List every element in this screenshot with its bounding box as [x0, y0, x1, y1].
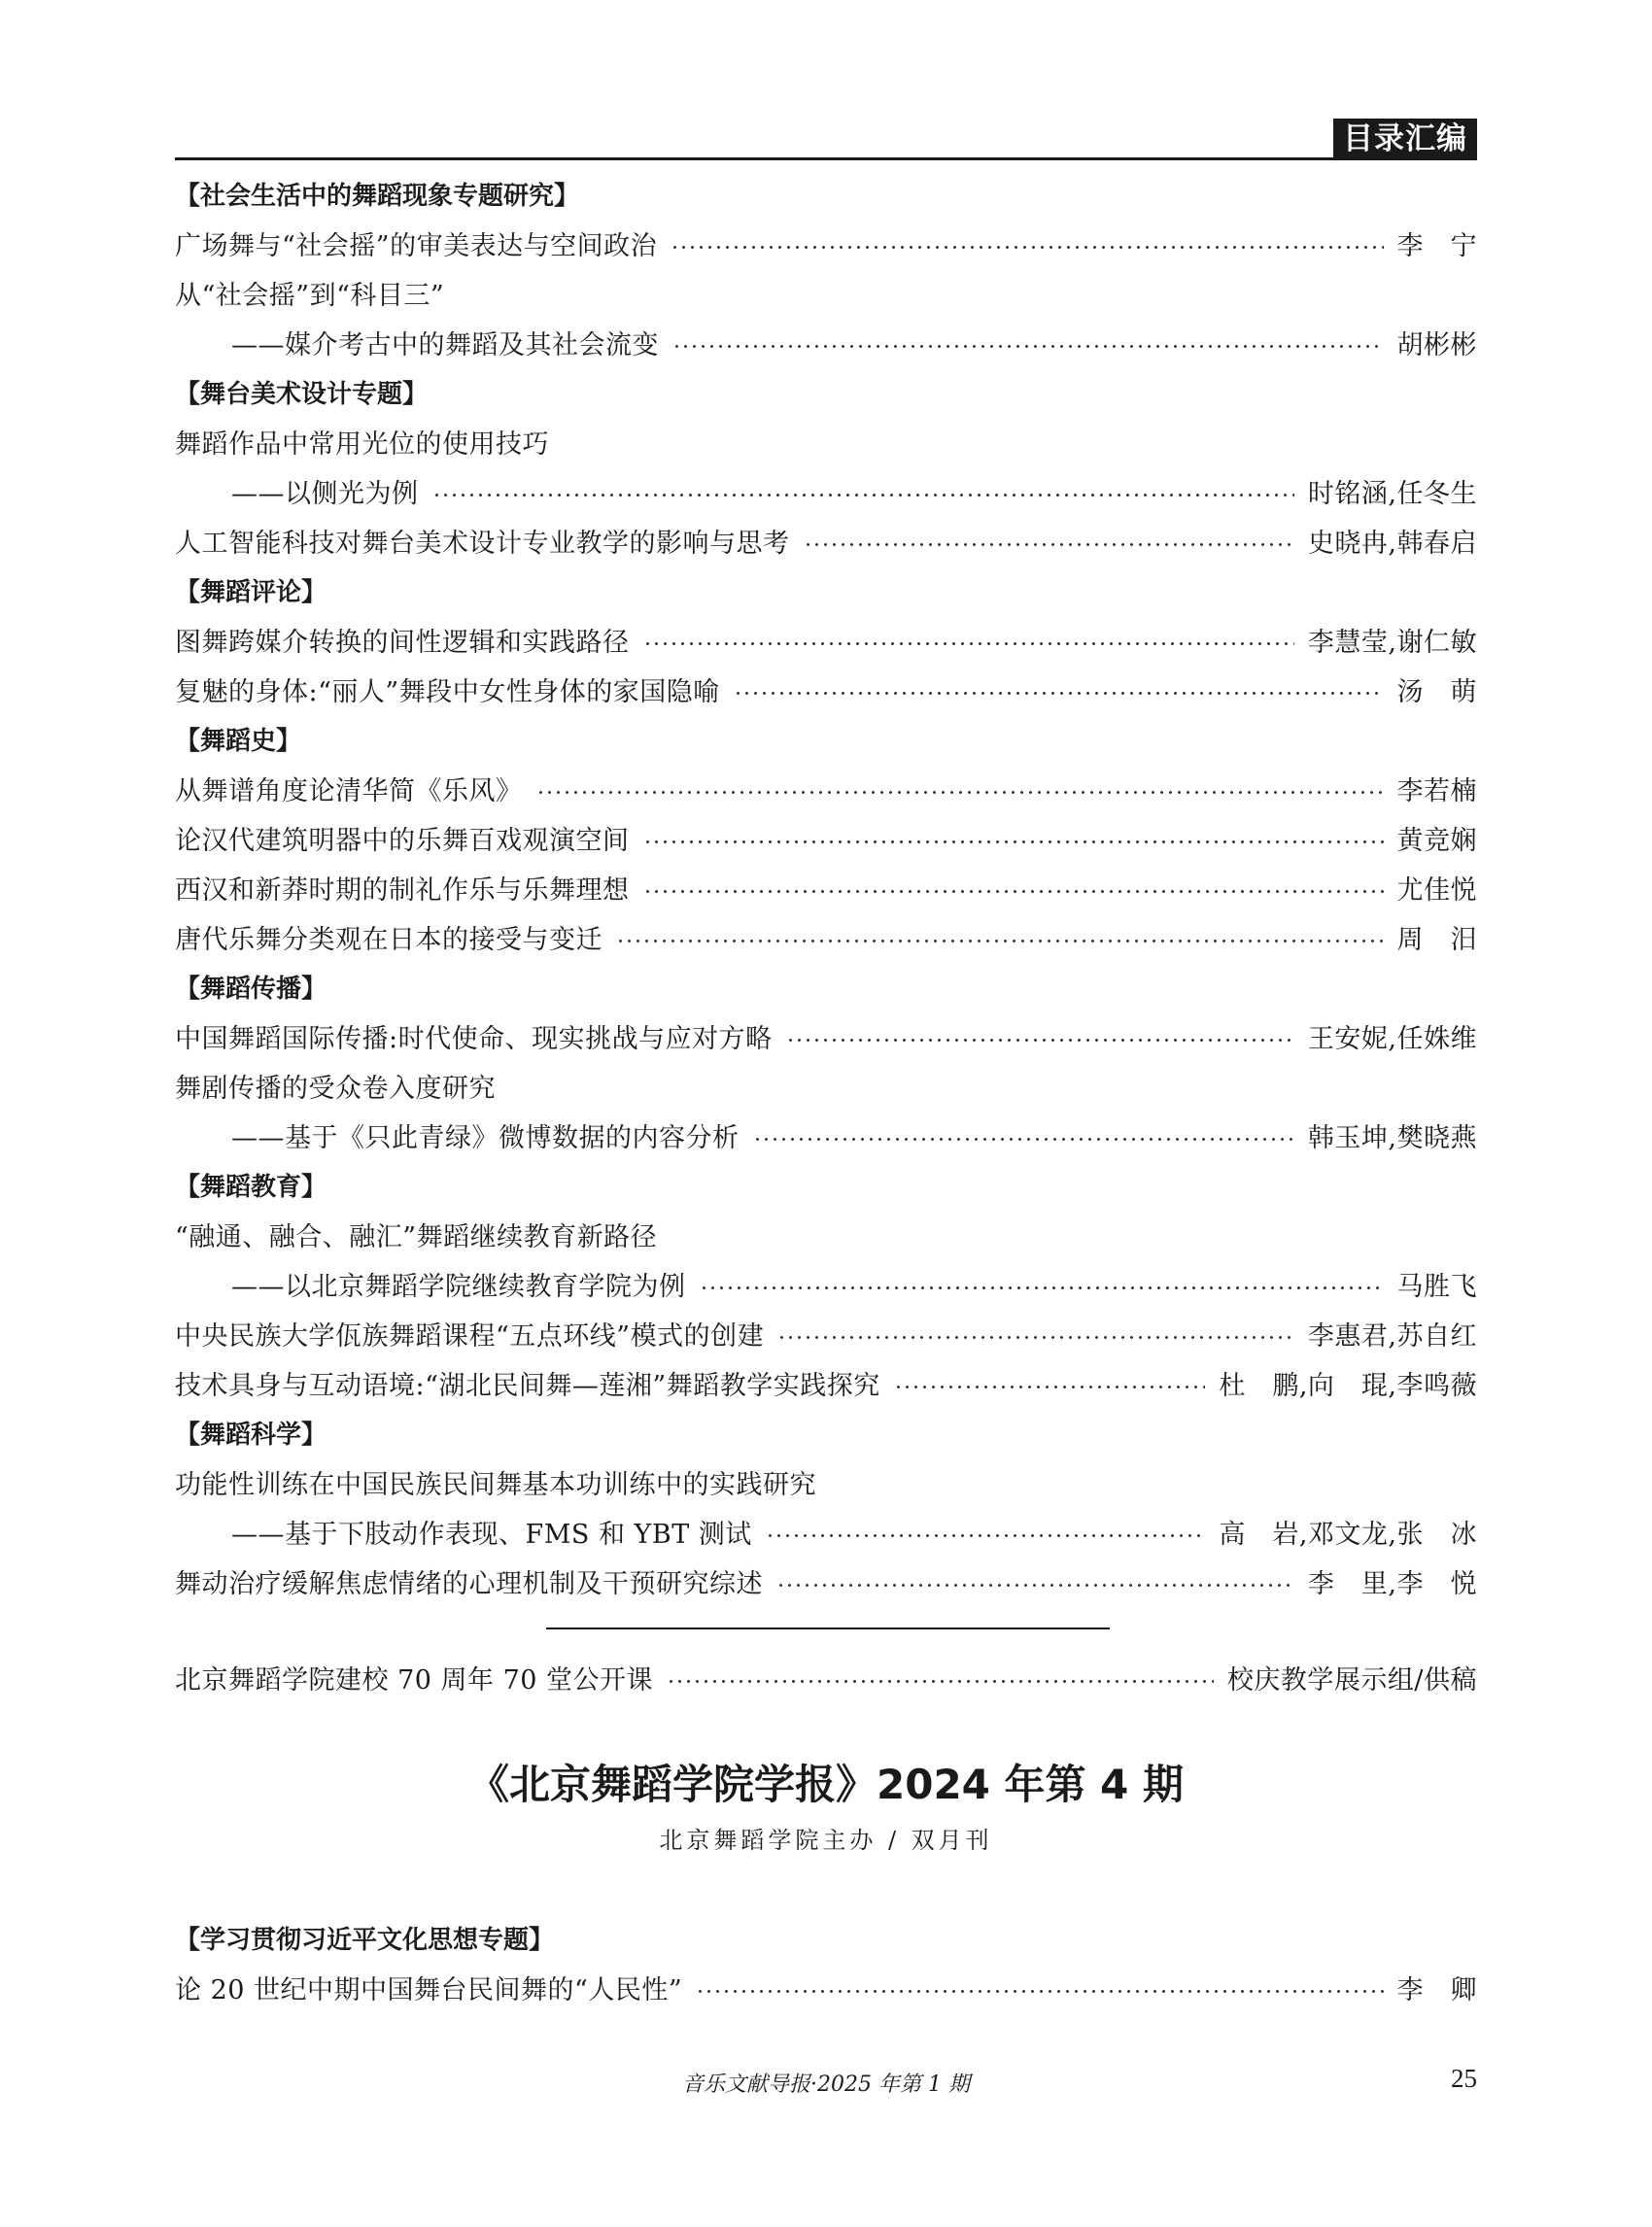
entry-title: ——媒介考古中的舞蹈及其社会流变: [231, 330, 659, 360]
entry-author: 王安妮,任姝维: [1307, 1024, 1477, 1054]
dot-leader: [432, 494, 1294, 497]
dot-leader: [894, 1386, 1206, 1388]
entry-title: 中央民族大学佤族舞蹈课程“五点环线”模式的创建: [175, 1321, 765, 1352]
dot-leader: [786, 1039, 1294, 1042]
entry-title: 论汉代建筑明器中的乐舞百戏观演空间: [175, 826, 630, 856]
toc-entry: [175, 1061, 1477, 1111]
dot-leader: [766, 1534, 1206, 1537]
toc-entry: [175, 1011, 1477, 1061]
dot-leader: [536, 791, 1384, 794]
entry-title: 功能性训练在中国民族民间舞基本功训练中的实践研究: [175, 1470, 816, 1500]
section-tab-label: 目录汇编: [1333, 119, 1477, 159]
toc-entry: [175, 1259, 1477, 1309]
dot-leader: [804, 543, 1294, 546]
entry-author: 汤 萌: [1396, 677, 1477, 707]
toc-entry: [175, 912, 1477, 962]
entry-title: 从“社会摇”到“科目三”: [175, 281, 445, 311]
entry-author: 李若楠: [1396, 776, 1477, 806]
entry-author: 李慧莹,谢仁敏: [1307, 628, 1477, 658]
header-rule: [175, 157, 1477, 160]
separator-rule: [546, 1627, 1110, 1629]
toc-entry: [175, 1457, 1477, 1507]
section-heading: 【舞蹈教育】: [175, 1173, 327, 1202]
dot-leader: [616, 940, 1384, 942]
toc-entry: [175, 466, 1477, 516]
entry-author: 周 汨: [1396, 925, 1477, 955]
entry-title: 技术具身与互动语境:“湖北民间舞—莲湘”舞蹈教学实践探究: [175, 1371, 880, 1401]
section-heading: 【舞台美术设计专题】: [175, 380, 429, 409]
toc-entry: [175, 1507, 1477, 1557]
entry-title: 论 20 世纪中期中国舞台民间舞的“人民性”: [175, 1975, 683, 2005]
section-heading: 【舞蹈科学】: [175, 1421, 327, 1450]
entry-author: 校庆教学展示组/供稿: [1226, 1665, 1477, 1696]
entry-author: 胡彬彬: [1396, 330, 1477, 360]
toc-entry: [175, 1309, 1477, 1358]
issue-title: 《北京舞蹈学院学报》2024 年第 4 期: [468, 1761, 1184, 1808]
entry-author: 杜 鹏,向 琨,李鸣薇: [1219, 1371, 1477, 1401]
footer-journal: 音乐文献导报·2025 年第 1 期: [682, 2073, 970, 2097]
entry-title: 舞动治疗缓解焦虑情绪的心理机制及干预研究综述: [175, 1569, 763, 1599]
entry-author: 尤佳悦: [1396, 875, 1477, 906]
dot-leader: [667, 1680, 1214, 1683]
entry-title: 西汉和新莽时期的制礼作乐与乐舞理想: [175, 875, 630, 906]
entry-title: 北京舞蹈学院建校 70 周年 70 堂公开课: [175, 1665, 654, 1696]
section-heading: 【舞蹈史】: [175, 727, 302, 756]
toc-entry: [175, 1557, 1477, 1606]
extra-contents: [175, 1653, 1477, 1702]
entry-title: ——基于下肢动作表现、FMS 和 YBT 测试: [231, 1520, 752, 1550]
toc-entry: [175, 863, 1477, 912]
entry-title: ——以侧光为例: [231, 479, 419, 509]
toc-entry: [175, 615, 1477, 665]
toc-entry: [175, 1111, 1477, 1160]
entry-title: 唐代乐舞分类观在日本的接受与变迁: [175, 925, 602, 955]
issue-subtitle: 北京舞蹈学院主办 / 双月刊: [659, 1827, 993, 1854]
dot-leader: [643, 642, 1294, 645]
dot-leader: [643, 840, 1384, 843]
entry-title: ——以北京舞蹈学院继续教育学院为例: [231, 1272, 686, 1302]
toc-entry: [175, 665, 1477, 714]
entry-title: 人工智能科技对舞台美术设计专业教学的影响与思考: [175, 529, 790, 559]
dot-leader: [700, 1286, 1384, 1289]
entry-author: 史晓冉,韩春启: [1307, 529, 1477, 559]
toc-entry: [175, 1358, 1477, 1408]
entry-title: 舞蹈作品中常用光位的使用技巧: [175, 429, 549, 460]
entry-title: “融通、融合、融汇”舞蹈继续教育新路径: [175, 1222, 658, 1252]
entry-title: 图舞跨媒介转换的间性逻辑和实践路径: [175, 628, 630, 658]
entry-title: 中国舞蹈国际传播:时代使命、现实挑战与应对方略: [175, 1024, 773, 1054]
dot-leader: [777, 1336, 1294, 1339]
toc-entry: [175, 318, 1477, 367]
entry-title: ——基于《只此青绿》微博数据的内容分析: [231, 1123, 740, 1153]
toc-entry: [175, 813, 1477, 863]
toc-entry: [175, 1210, 1477, 1259]
entry-title: 舞剧传播的受众卷入度研究: [175, 1074, 496, 1104]
entry-title: 复魅的身体:“丽人”舞段中女性身体的家国隐喻: [175, 677, 720, 707]
entry-author: 李 里,李 悦: [1307, 1569, 1477, 1599]
dot-leader: [776, 1584, 1294, 1587]
entry-author: 韩玉坤,樊晓燕: [1307, 1123, 1477, 1153]
toc-entry: [175, 516, 1477, 565]
toc-entry: [175, 1963, 1477, 2012]
entry-author: 李 宁: [1396, 231, 1477, 261]
entry-title: 从舞谱角度论清华简《乐风》: [175, 776, 523, 806]
entry-author: 李惠君,苏自红: [1307, 1321, 1477, 1352]
entry-title: 广场舞与“社会摇”的审美表达与空间政治: [175, 231, 658, 261]
section-heading: 【舞蹈传播】: [175, 975, 327, 1004]
section-heading: 【社会生活中的舞蹈现象专题研究】: [175, 182, 580, 211]
toc-entry: [175, 1653, 1477, 1702]
dot-leader: [671, 246, 1383, 249]
entry-author: 黄竞娴: [1396, 826, 1477, 856]
entry-author: 高 岩,邓文龙,张 冰: [1219, 1520, 1477, 1550]
toc-entry: [175, 764, 1477, 813]
dot-leader: [734, 692, 1384, 695]
entry-author: 李 卿: [1396, 1975, 1477, 2005]
issue-contents: [175, 1913, 1477, 2012]
dot-leader: [643, 890, 1384, 893]
toc-entry: [175, 417, 1477, 466]
entry-author: 马胜飞: [1396, 1272, 1477, 1302]
toc-entry: [175, 268, 1477, 318]
page-number: 25: [1451, 2064, 1477, 2093]
table-of-contents: [175, 169, 1477, 1606]
dot-leader: [753, 1138, 1294, 1141]
section-heading: 【学习贯彻习近平文化思想专题】: [175, 1926, 555, 1955]
entry-author: 时铭涵,任冬生: [1307, 479, 1477, 509]
section-heading: 【舞蹈评论】: [175, 578, 327, 607]
toc-entry: [175, 219, 1477, 268]
dot-leader: [696, 1990, 1383, 1993]
dot-leader: [672, 345, 1384, 348]
